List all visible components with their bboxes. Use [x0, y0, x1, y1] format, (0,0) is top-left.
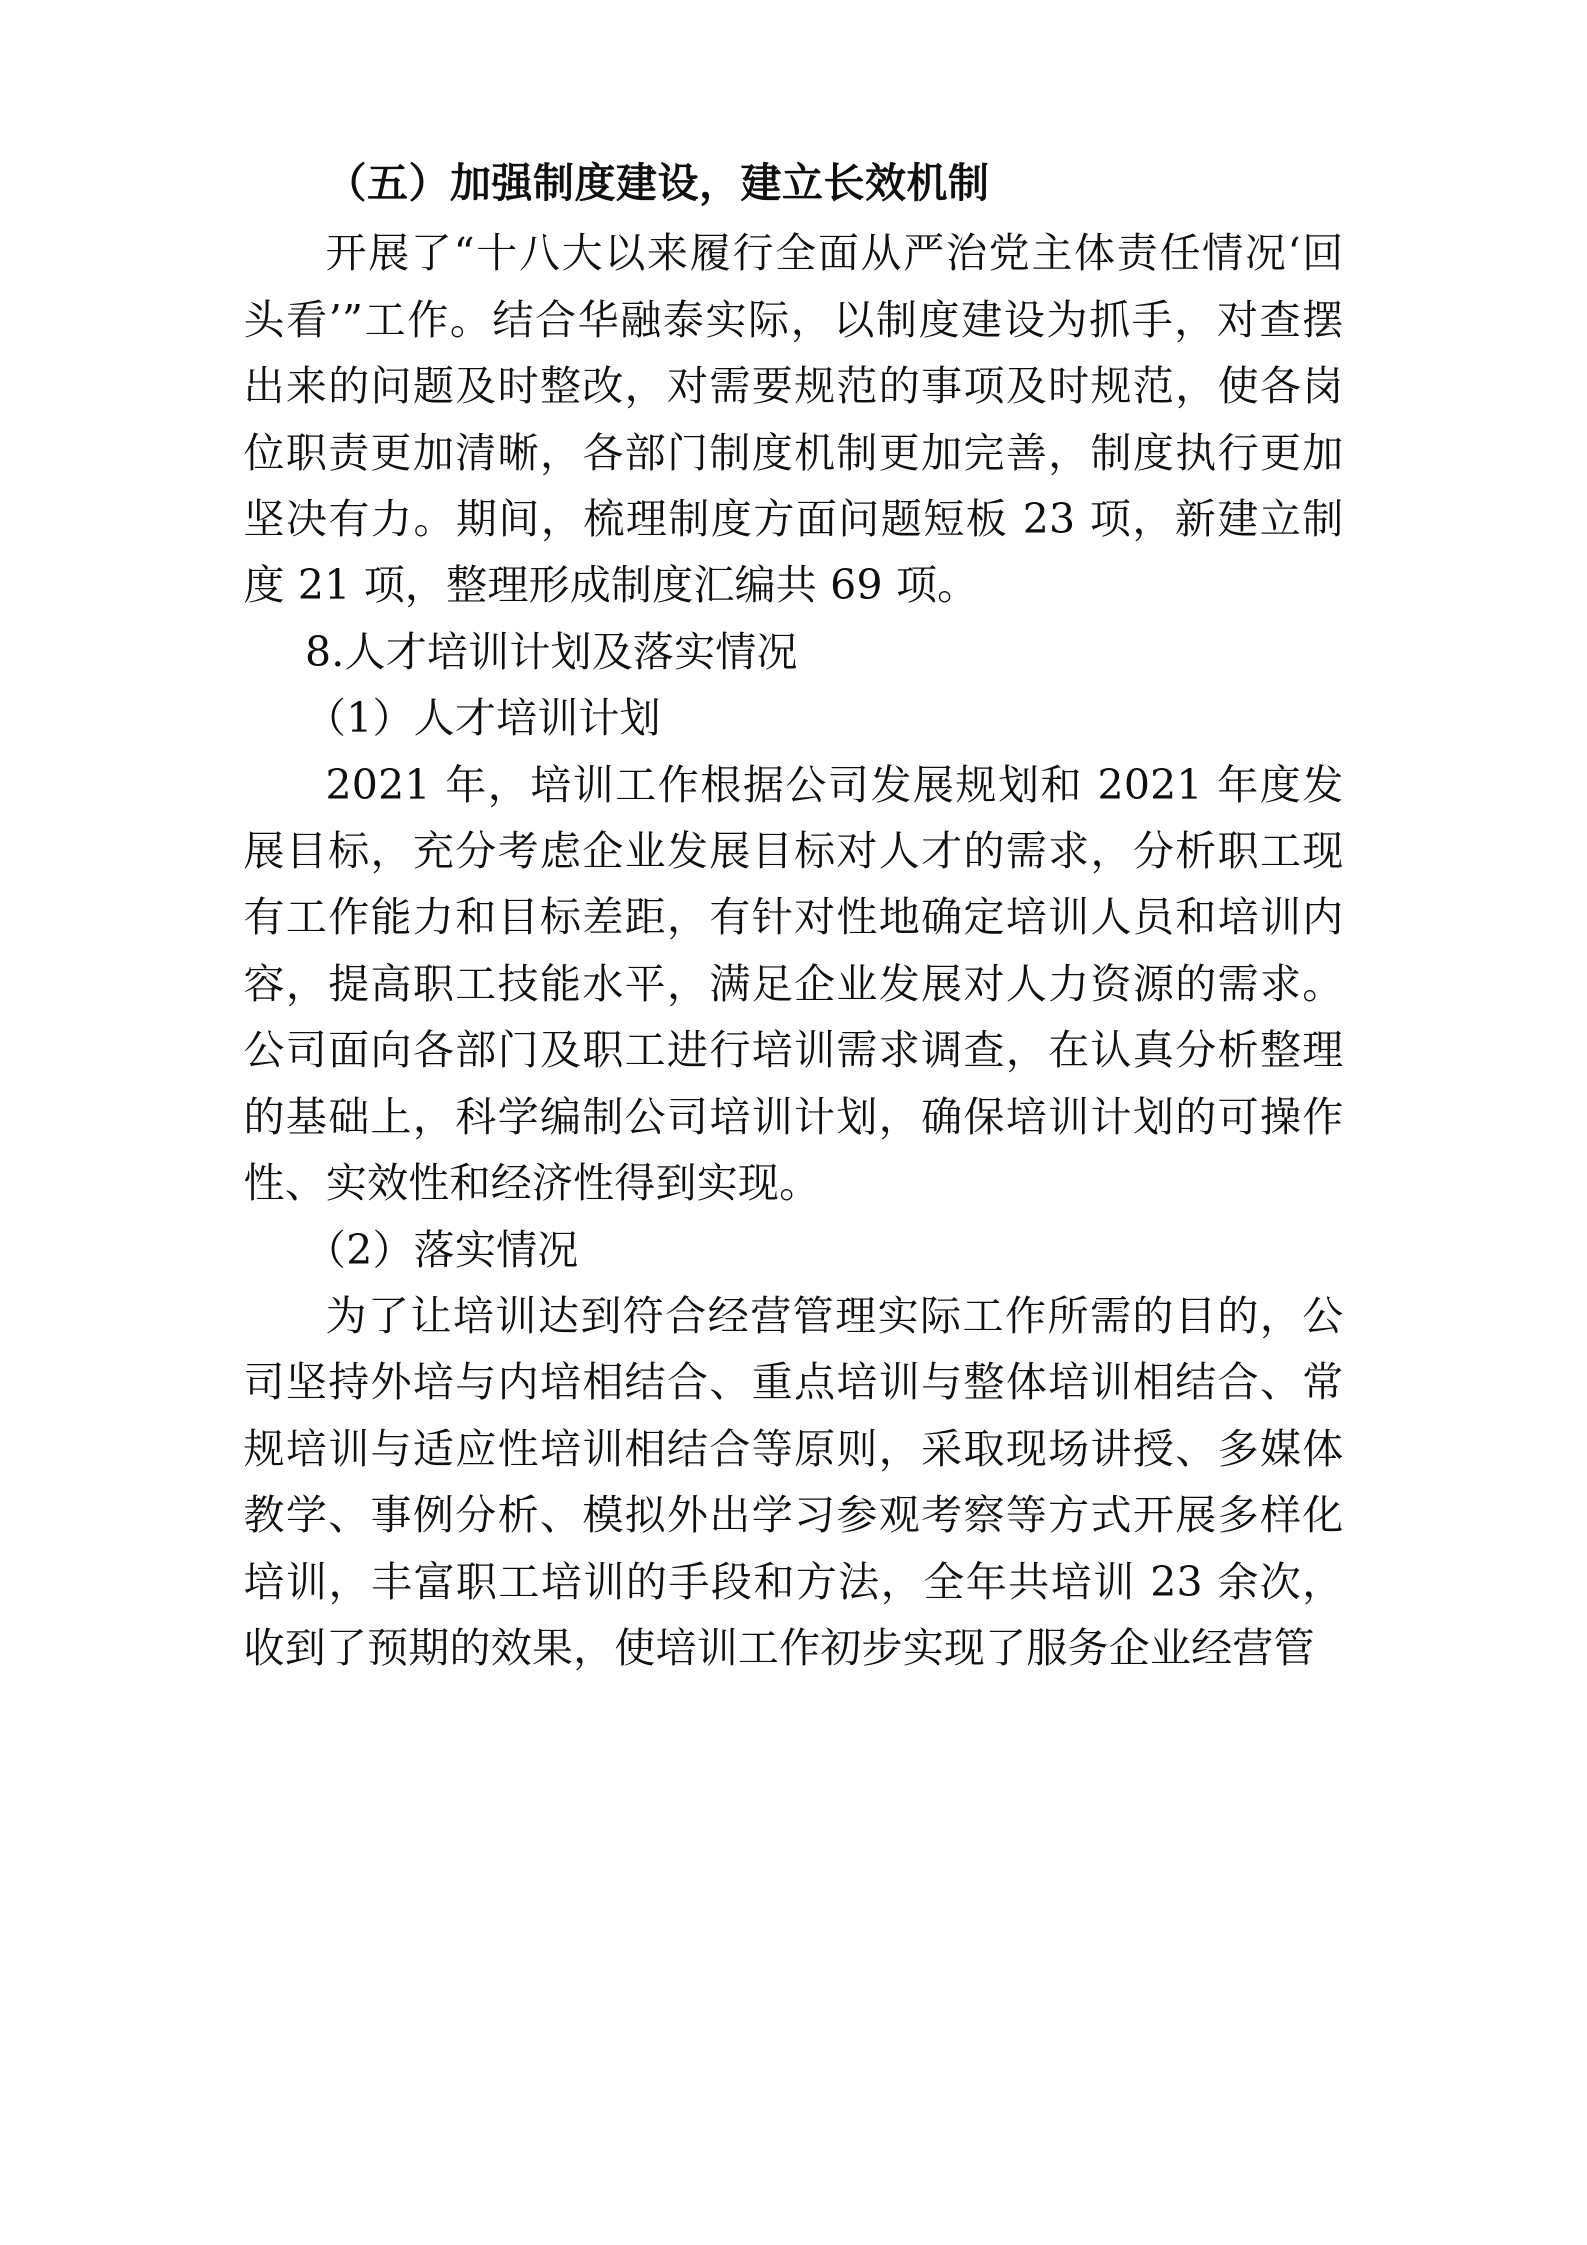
paragraph-system-construction: 开展了“十八大以来履行全面从严治党主体责任情况‘回头看’”工作。结合华融泰实际，以制度建设为抓手，对查摆出来的问题及时整改，对需要规范的事项及时规范，使各岗位职责更加清晰，各部门制度机制更加完善，制度执行更加坚决有力。期间，梳理制度方面问题短板 23 项，新建立制度 21 项，整理形成制度汇编共 69 项。: [243, 229, 1344, 610]
document-body: [244, 150, 1344, 1681]
paragraph-training-plan-detail: 2021 年，培训工作根据公司发展规划和 2021 年度发展目标，充分考虑企业发展目标对人才的需求，分析职工现有工作能力和目标差距，有针对性地确定培训人员和培训内容，提高职工技能水平，满足企业发展对人力资源的需求。公司面向各部门及职工进行培训需求调查，在认真分析整理的基础上，科学编制公司培训计划，确保培训计划的可操作性、实效性和经济性得到实现。: [243, 760, 1344, 1208]
subheading-training-plan: （1）人才培训计划: [305, 694, 661, 743]
paragraph-implementation-detail: 为了让培训达到符合经营管理实际工作所需的目的，公司坚持外培与内培相结合、重点培训与整体培训相结合、常规培训与适应性培训相结合等原则，采取现场讲授、多媒体教学、事例分析、模拟外出学习参观考察等方式开展多样化培训，丰富职工培训的手段和方法，全年共培训 23 余次，收到了预期的效果，使培训工作初步实现了服务企业经营管: [243, 1291, 1344, 1672]
subheading-talent-training: 8.人才培训计划及落实情况: [305, 627, 798, 676]
section-heading-five: （五）加强制度建设，建立长效机制: [325, 159, 990, 207]
subheading-implementation: （2）落实情况: [305, 1225, 579, 1274]
